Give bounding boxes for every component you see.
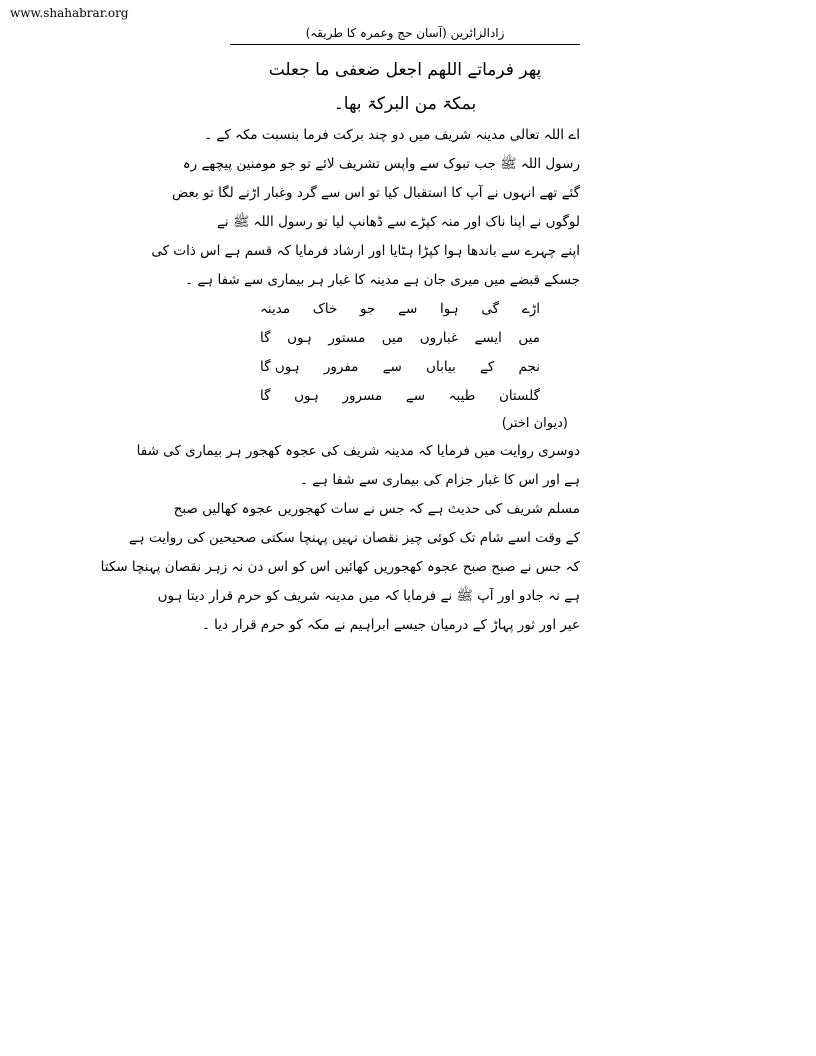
text-line: ہے اور اس کا غبار جزام کی بیماری سے شفا ہے ۔ — [300, 472, 580, 488]
text-line: دوسری روایت میں فرمایا کہ مدینہ شریف کی عجوہ کھجور ہر بیماری کی شفا — [136, 443, 580, 459]
paragraph-blessing — [151, 121, 580, 295]
poem-word: نجم — [518, 359, 540, 375]
poem-word: اڑے — [521, 301, 540, 317]
poem-verse — [260, 353, 540, 382]
poem-verse — [260, 295, 540, 324]
paragraph-ajwa — [136, 437, 580, 495]
poem-word: گا — [260, 388, 271, 404]
poem-word: کے — [479, 359, 495, 375]
arabic-prayer — [230, 53, 580, 121]
poem-word: گلستان — [498, 388, 540, 404]
poem-word: سے — [405, 388, 426, 404]
poem-word: طیبہ — [448, 388, 476, 404]
poem-word: سے — [398, 301, 418, 317]
arabic-prayer-line: پھر فرماتے اللھم اجعل ضعفی ما جعلت — [268, 60, 542, 80]
poem-word: بیاباں — [426, 359, 456, 375]
poem-verse — [260, 324, 540, 353]
text-line: اپنے چہرے سے باندھا ہوا کپڑا ہٹایا اور ارشاد فرمایا کہ قسم ہے اس ذات کی — [151, 243, 580, 259]
poem-word: سے — [382, 359, 402, 375]
poem-verse — [260, 382, 540, 411]
text-line: مسلم شریف کی حدیث ہے کہ جس نے سات کھجوریں عجوہ کھالیں صبح — [173, 501, 580, 517]
poem-word: میں — [381, 330, 404, 346]
poem-word: خاک — [312, 301, 338, 317]
poem-word: گا — [260, 330, 271, 346]
poem-attribution: (دیوان اختر) — [501, 416, 568, 431]
poem-word: ایسے — [474, 330, 502, 346]
poem-word: مفرور — [323, 359, 359, 375]
text-line: لوگوں نے اپنا ناک اور منہ کپڑے سے ڈھانپ لیا تو رسول اللہ ﷺ نے — [216, 214, 580, 230]
arabic-prayer-line: بمکۃ من البرکۃ بھا۔ — [333, 94, 477, 114]
paragraph-hadith — [100, 495, 580, 640]
poem-word: ہوا — [440, 301, 459, 317]
text-line: عیر اور ثور پہاڑ کے درمیان جیسے ابراہیم نے مکہ کو حرم قرار دیا ۔ — [201, 617, 580, 633]
poem-word: ہوں — [294, 388, 319, 404]
text-line: کے وقت اسے شام تک کوئی چیز نقصان نہیں پہنچا سکتی صحیحین کی روایت ہے — [128, 530, 580, 546]
poem-word: ہوں — [287, 330, 312, 346]
text-line: اے اللہ تعالی مدینہ شریف میں دو چند برکت فرما بنسبت مکہ کے ۔ — [204, 127, 580, 143]
text-line: گئے تھے انہوں نے آپ کا استقبال کیا تو اس سے گرد وغبار اڑنے لگا تو بعض — [171, 185, 580, 201]
running-header: زادالزائرین (آسان حج وعمرہ کا طریقہ) — [230, 22, 580, 45]
poem — [230, 295, 580, 411]
poem-word: جو — [360, 301, 376, 317]
poem-word: ہوں گا — [260, 359, 300, 375]
text-line: رسول اللہ ﷺ جب تبوک سے واپس تشریف لائے تو جو مومنین پیچھے رہ — [182, 156, 580, 172]
document-page — [100, 22, 580, 640]
poem-word: مسرور — [342, 388, 383, 404]
site-url: www.shahabrar.org — [10, 6, 129, 20]
poem-word: مستور — [328, 330, 366, 346]
text-line: جسکے قبضے میں میری جان ہے مدینہ کا غبار ہر بیماری سے شفا ہے ۔ — [185, 272, 580, 288]
text-line: کہ جس نے صبح صبح عجوہ کھجوریں کھائیں اس کو اس دن نہ زہر نقصان پہنچا سکتا — [100, 559, 580, 575]
poem-word: مدینہ — [260, 301, 291, 317]
poem-word: میں — [518, 330, 540, 346]
text-line: ہے نہ جادو اور آپ ﷺ نے فرمایا کہ میں مدینہ شریف کو حرم قرار دیتا ہوں — [157, 588, 580, 604]
poem-word: گی — [481, 301, 500, 317]
poem-word: غباروں — [419, 330, 458, 346]
